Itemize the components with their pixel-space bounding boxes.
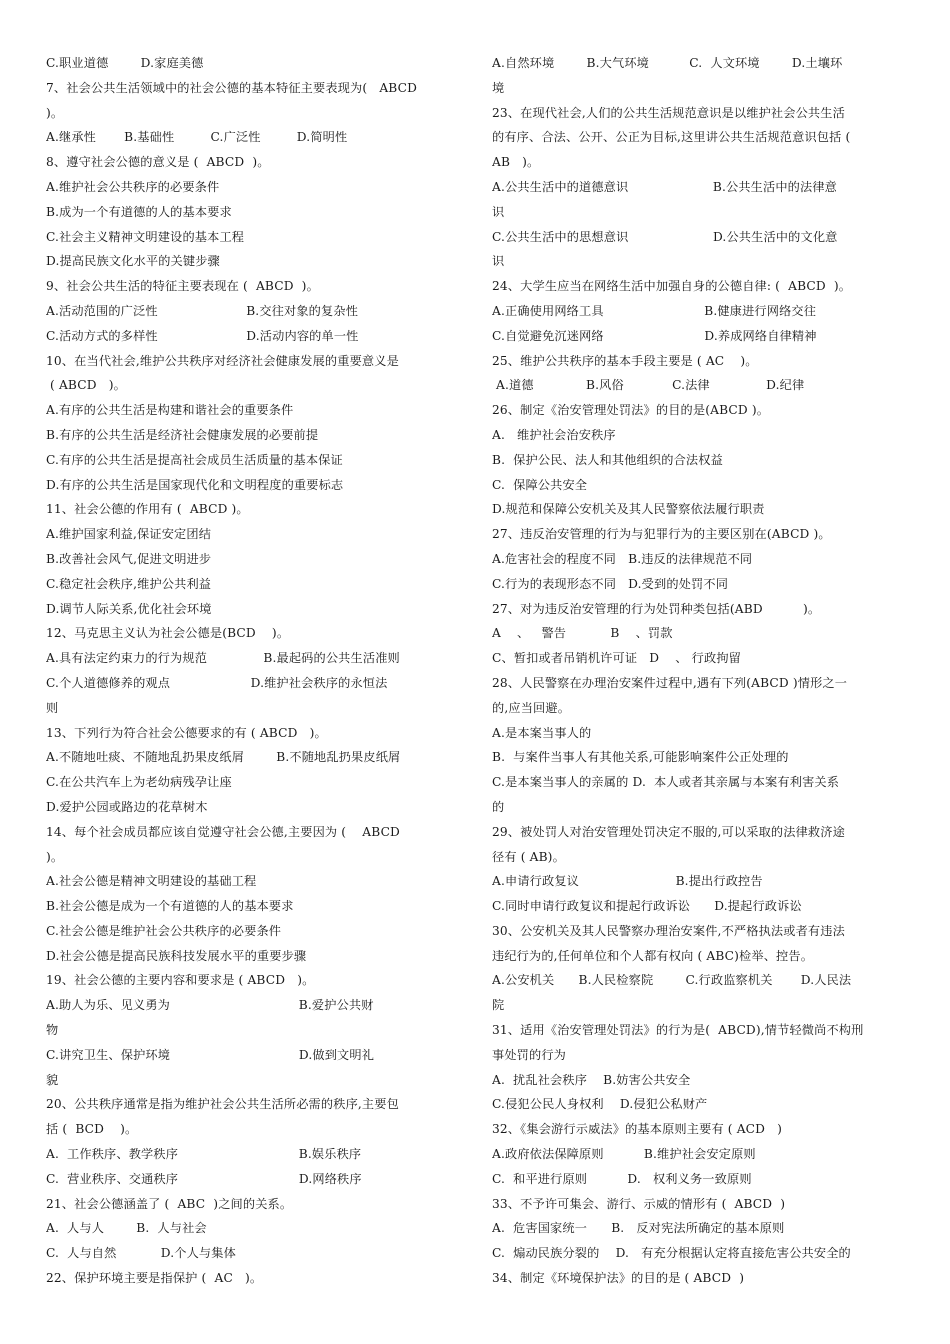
text-line: A.助人为乐、见义勇为 B.爱护公共财 [46, 998, 374, 1013]
text-line: 径有 ( AB)。 [492, 849, 565, 864]
text-line: C. 煽动民族分裂的 D. 有充分根据认定将直接危害公共安全的 [492, 1246, 851, 1261]
text-line: A.申请行政复议 B.提出行政控告 [492, 874, 763, 889]
text-line: C.侵犯公民人身权利 D.侵犯公私财产 [492, 1097, 708, 1112]
text-line: 物 [46, 1023, 59, 1038]
text-line: A.正确使用网络工具 B.健康进行网络交往 [492, 303, 817, 318]
text-line: A.维护社会公共秩序的必要条件 [46, 179, 220, 194]
text-line: A. 扰乱社会秩序 B.妨害公共安全 [492, 1072, 691, 1087]
text-line: 8、遵守社会公德的意义是 ( ABCD )。 [46, 155, 270, 170]
text-line: 31、适用《治安管理处罚法》的行为是( ABCD),情节轻微尚不构刑 [492, 1023, 864, 1038]
text-line: 28、人民警察在办理治安案件过程中,遇有下列(ABCD )情形之一 [492, 675, 848, 690]
text-line: C. 和平进行原则 D. 权利义务一致原则 [492, 1171, 752, 1186]
text-line: C.职业道德 D.家庭美德 [46, 56, 204, 70]
text-line: C. 人与自然 D.个人与集体 [46, 1246, 236, 1261]
text-line: 25、维护公共秩序的基本手段主要是 ( AC )。 [492, 353, 758, 368]
right-column [492, 51, 905, 1291]
text-line: A.道德 B.风俗 C.法律 D.纪律 [492, 378, 805, 393]
text-line: A.社会公德是精神文明建设的基础工程 [46, 874, 257, 889]
text-line: D.调节人际关系,优化社会环境 [46, 601, 212, 616]
text-line: A.继承性 B.基础性 C.广泛性 D.简明性 [46, 130, 348, 145]
text-line: A.政府依法保障原则 B.维护社会安定原则 [492, 1147, 756, 1162]
text-line: C.行为的表现形态不同 D.受到的处罚不同 [492, 576, 729, 591]
text-line: C、暂扣或者吊销机许可证 D 、 行政拘留 [492, 651, 741, 666]
text-line: 33、不予许可集会、游行、示威的情形有 ( ABCD ) [492, 1196, 786, 1211]
text-line: 32、《集会游行示威法》的基本原则主要有 ( ACD ) [492, 1122, 783, 1137]
text-line: C.个人道德修养的观点 D.维护社会秩序的永恒法 [46, 675, 388, 690]
text-line: )。 [46, 849, 64, 864]
text-line: C.自觉避免沉迷网络 D.养成网络自律精神 [492, 328, 817, 343]
text-line: A.危害社会的程度不同 B.违反的法律规范不同 [492, 551, 753, 566]
text-line: 11、社会公德的作用有 ( ABCD )。 [46, 502, 249, 517]
text-line: 27、对为违反治安管理的行为处罚种类包括(ABD )。 [492, 601, 821, 616]
text-line: 13、下列行为符合社会公德要求的有 ( ABCD )。 [46, 725, 327, 740]
text-line: 23、在现代社会,人们的公共生活规范意识是以维护社会公共生活 [492, 105, 845, 120]
text-line: 9、社会公共生活的特征主要表现在 ( ABCD )。 [46, 279, 319, 294]
text-line: C.活动方式的多样性 D.活动内容的单一性 [46, 328, 359, 343]
text-line: 的 [492, 799, 505, 814]
text-line: 识 [492, 254, 505, 269]
text-line: ( ABCD )。 [46, 378, 126, 393]
text-line: AB )。 [492, 155, 540, 170]
text-line: B.成为一个有道德的人的基本要求 [46, 204, 232, 219]
text-line: A.不随地吐痰、不随地乱扔果皮纸屑 B.不随地乱扔果皮纸屑 [46, 750, 401, 765]
text-line: C. 营业秩序、交通秩序 D.网络秩序 [46, 1171, 362, 1186]
text-line: A. 危害国家统一 B. 反对宪法所确定的基本原则 [492, 1221, 785, 1236]
text-line: A.有序的公共生活是构建和谐社会的重要条件 [46, 403, 294, 418]
text-line: 14、每个社会成员都应该自觉遵守社会公德,主要因为 ( ABCD [46, 824, 400, 839]
text-line: A. 人与人 B. 人与社会 [46, 1221, 207, 1236]
text-line: A.具有法定约束力的行为规范 B.最起码的公共生活准则 [46, 651, 400, 666]
text-line: A.是本案当事人的 [492, 725, 592, 740]
text-line: C.有序的公共生活是提高社会成员生活质量的基本保证 [46, 452, 343, 467]
text-line: D.有序的公共生活是国家现代化和文明程度的重要标志 [46, 477, 344, 492]
text-line: C.同时申请行政复议和提起行政诉讼 D.提起行政诉讼 [492, 899, 802, 914]
text-line: 10、在当代社会,维护公共秩序对经济社会健康发展的重要意义是 [46, 353, 399, 368]
text-line: 27、违反治安管理的行为与犯罪行为的主要区别在(ABCD )。 [492, 527, 831, 542]
text-line: 26、制定《治安管理处罚法》的目的是(ABCD )。 [492, 403, 770, 418]
text-line: )。 [46, 105, 64, 120]
text-line: 的,应当回避。 [492, 700, 571, 715]
text-line: A 、 警告 B 、罚款 [492, 626, 673, 641]
text-line: B. 与案件当事人有其他关系,可能影响案件公正处理的 [492, 750, 789, 765]
text-line: B. 保护公民、法人和其他组织的合法权益 [492, 452, 723, 467]
text-line: A. 工作秩序、教学秩序 B.娱乐秩序 [46, 1147, 362, 1162]
text-line: 7、社会公共生活领域中的社会公德的基本特征主要表现为( ABCD [46, 80, 417, 95]
text-line: C.社会公德是维护社会公共秩序的必要条件 [46, 923, 282, 938]
text-line: A.公安机关 B.人民检察院 C.行政监察机关 D.人民法 [492, 973, 852, 988]
text-line: B.有序的公共生活是经济社会健康发展的必要前提 [46, 427, 319, 442]
text-line: A.维护国家利益,保证安定团结 [46, 527, 212, 542]
text-line: 29、被处罚人对治安管理处罚决定不服的,可以采取的法律救济途 [492, 824, 845, 839]
text-line: 19、社会公德的主要内容和要求是 ( ABCD )。 [46, 973, 315, 988]
text-line: B.改善社会风气,促进文明进步 [46, 551, 212, 566]
text-line: 事处罚的行为 [492, 1047, 567, 1062]
text-line: 违纪行为的,任何单位和个人都有权向 ( ABC)检举、控告。 [492, 948, 814, 963]
text-line: A.活动范围的广泛性 B.交往对象的复杂性 [46, 303, 359, 318]
text-line: 识 [492, 204, 505, 219]
text-line: 30、公安机关及其人民警察办理治安案件,不严格执法或者有违法 [492, 923, 845, 938]
text-line: 貌 [46, 1072, 59, 1087]
text-line: 21、社会公德涵盖了 ( ABC )之间的关系。 [46, 1196, 293, 1211]
text-line: 22、保护环境主要是指保护 ( AC )。 [46, 1271, 263, 1286]
text-line: 24、大学生应当在网络生活中加强自身的公德自律: ( ABCD )。 [492, 279, 852, 294]
text-line: A.公共生活中的道德意识 B.公共生活中的法律意 [492, 179, 838, 194]
text-line: A. 维护社会治安秩序 [492, 427, 616, 442]
text-line: 括 ( BCD )。 [46, 1122, 138, 1137]
text-line: C.稳定社会秩序,维护公共利益 [46, 576, 212, 591]
text-line: C. 保障公共安全 [492, 477, 588, 492]
text-line: C.社会主义精神文明建设的基本工程 [46, 229, 245, 244]
text-line: A.自然环境 B.大气环境 C. 人文环境 D.土壤环 [492, 56, 843, 70]
text-line: 34、制定《环境保护法》的目的是 ( ABCD ) [492, 1271, 745, 1286]
text-line: D.规范和保障公安机关及其人民警察依法履行职责 [492, 502, 765, 517]
text-line: C.公共生活中的思想意识 D.公共生活中的文化意 [492, 229, 838, 244]
text-line: B.社会公德是成为一个有道德的人的基本要求 [46, 899, 294, 914]
text-line: 则 [46, 700, 59, 715]
text-line: C.讲究卫生、保护环境 D.做到文明礼 [46, 1047, 375, 1062]
text-line: C.是本案当事人的亲属的 D. 本人或者其亲属与本案有利害关系 [492, 775, 840, 790]
text-line: 境 [492, 80, 505, 95]
text-line: C.在公共汽车上为老幼病残孕让座 [46, 775, 232, 790]
text-line: 12、马克思主义认为社会公德是(BCD )。 [46, 626, 290, 641]
text-line: 20、公共秩序通常是指为维护社会公共生活所必需的秩序,主要包 [46, 1097, 399, 1112]
text-line: 院 [492, 998, 505, 1013]
left-column [46, 51, 458, 1291]
text-line: D.提高民族文化水平的关键步骤 [46, 254, 220, 269]
text-line: D.爱护公园或路边的花草树木 [46, 799, 208, 814]
text-line: D.社会公德是提高民族科技发展水平的重要步骤 [46, 948, 307, 963]
text-line: 的有序、合法、公开、公正为目标,这里讲公共生活规范意识包括 ( [492, 130, 851, 145]
